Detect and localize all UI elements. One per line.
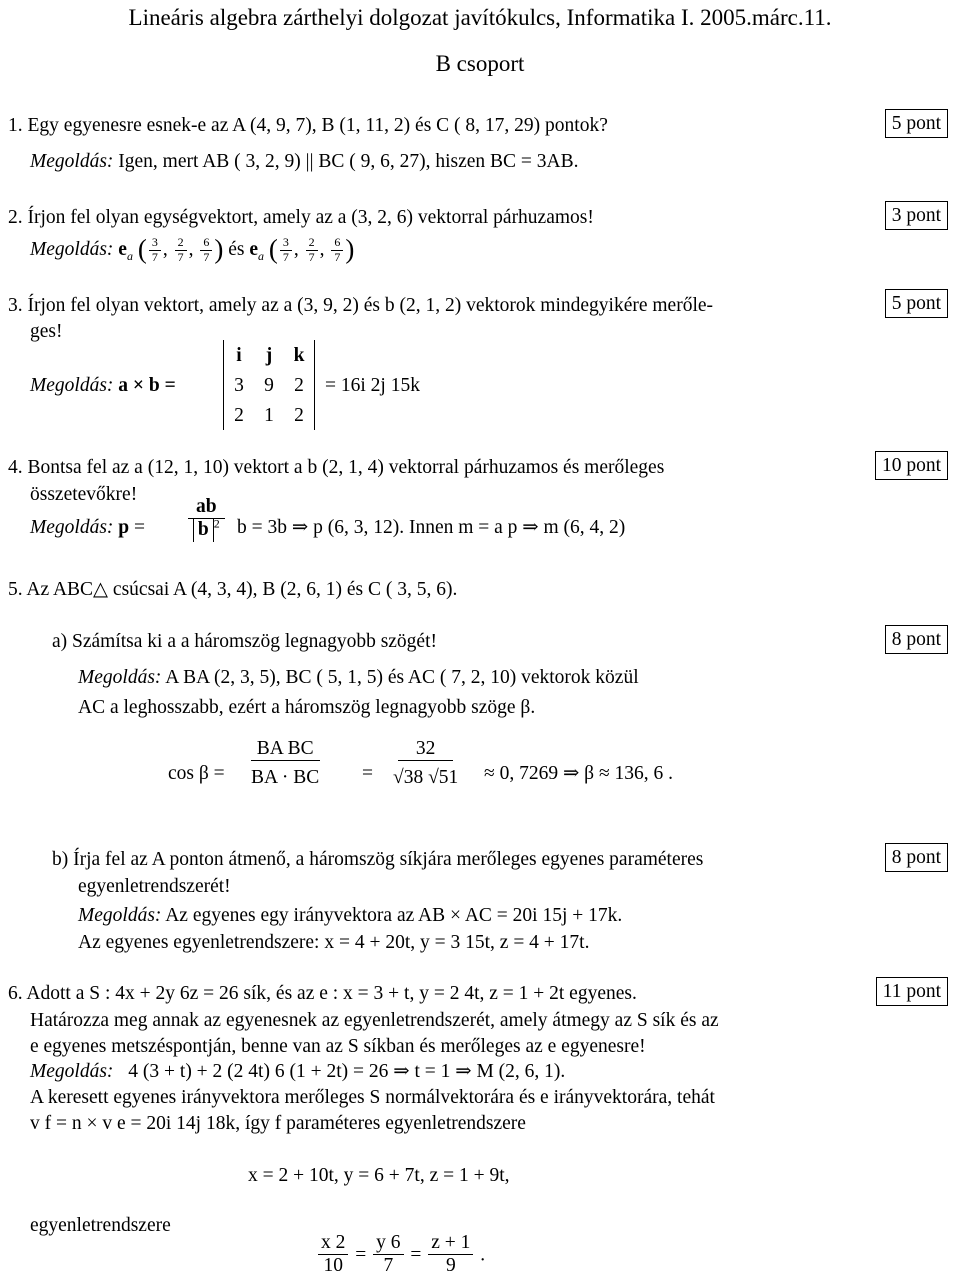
det-cell: 2 bbox=[234, 404, 244, 426]
problem-6-question-line2: Határozza meg annak az egyenesnek az egyenletrendszerét, amely átmegy az S sík és az bbox=[30, 1010, 719, 1031]
page-title: Lineáris algebra zárthelyi dolgozat javítókulcs, Informatika I. 2005.márc.11. bbox=[128, 5, 832, 30]
problem-3-question-line2: ges! bbox=[30, 321, 63, 342]
problem-2-question: 2. Írjon fel olyan egységvektort, amely az a (3, 2, 6) vektorral párhuzamos! bbox=[8, 207, 594, 228]
problem-4-points: 10 pont bbox=[875, 451, 948, 480]
unit-vector-e: e bbox=[118, 239, 127, 260]
problem-3-solution-left bbox=[30, 372, 176, 399]
equations-label: egyenletrendszere bbox=[30, 1215, 171, 1236]
problem-6-question-line3: e egyenes metszéspontján, benne van az S síkban és merőleges az e egyenesre! bbox=[30, 1036, 646, 1057]
problem-1-question: 1. Egy egyenesre esnek-e az A (4, 9, 7), B (1, 11, 2) és C ( 8, 17, 29) pontok? bbox=[8, 115, 608, 136]
problem-5a-solution-text: A BA (2, 3, 5), BC ( 5, 1, 5) és AC ( 7, 2, 10) vektorok közül bbox=[165, 667, 639, 688]
problem-6-question-line1: 6. Adott a S : 4x + 2y 6z = 26 sík, és az e : x = 3 + t, y = 2 4t, z = 1 + 2t egyenes. bbox=[8, 983, 637, 1004]
det-cell: 2 bbox=[294, 374, 304, 396]
canonical-x-denominator: 10 bbox=[323, 1255, 343, 1277]
solution-label: Megoldás: bbox=[30, 239, 114, 260]
cos-beta-fraction bbox=[246, 738, 324, 790]
problem-5a-points: 8 pont bbox=[885, 625, 948, 654]
det-cell: 9 bbox=[264, 374, 274, 396]
problem-1-points: 5 pont bbox=[885, 109, 948, 138]
solution-label: Megoldás: bbox=[78, 905, 162, 926]
det-cell: i bbox=[236, 344, 242, 366]
problem-5a-solution-line2: AC a leghosszabb, ezért a háromszög legnagyobb szöge β. bbox=[78, 697, 536, 718]
canonical-y-denominator: 7 bbox=[383, 1255, 394, 1277]
det-cell: 2 bbox=[294, 404, 304, 426]
problem-5a-solution-line1 bbox=[78, 664, 639, 691]
cos-value-fraction bbox=[388, 738, 463, 790]
solution-label: Megoldás: bbox=[30, 375, 114, 396]
parametric-equations: x = 2 + 10t, y = 6 + 7t, z = 1 + 9t, bbox=[248, 1165, 510, 1186]
fraction-numerator: ab bbox=[188, 496, 225, 519]
problem-6-solution-text: 4 (3 + t) + 2 (2 4t) 6 (1 + 2t) = 26 ⇒ t = 1 ⇒ M (2, 6, 1). bbox=[128, 1061, 566, 1082]
cos-numerator: BA BC bbox=[251, 738, 320, 761]
problem-6-solution-line3: v f = n × v e = 20i 14j 18k, így f paraméteres egyenletrendszere bbox=[30, 1113, 526, 1134]
cos-value-denominator: √38 √51 bbox=[393, 767, 459, 789]
problem-6-solution-line1 bbox=[30, 1058, 565, 1085]
problem-4-question-line2: összetevőkre! bbox=[30, 484, 138, 505]
problem-2-points: 3 pont bbox=[885, 201, 948, 230]
canonical-equations: $\frac{x 2}{10}$ = $\frac{y 6}{7}$ = $\frac{z + 1}{9}$ . bbox=[316, 1232, 485, 1278]
det-cell: k bbox=[293, 344, 305, 366]
problem-3-question-line1: 3. Írjon fel olyan vektort, amely az a (3, 9, 2) és b (2, 1, 2) vektorok mindegyikére merőle- bbox=[8, 295, 714, 316]
problem-4-solution-rest: b = 3b ⇒ p (6, 3, 12). Innen m = a p ⇒ m (6, 4, 2) bbox=[237, 517, 626, 538]
problem-1-solution-text: Igen, mert AB ( 3, 2, 9) || BC ( 9, 6, 27), hiszen BC = 3AB. bbox=[118, 151, 579, 172]
cos-value-numerator: 32 bbox=[398, 738, 454, 761]
problem-5b-question-line1: b) Írja fel az A ponton átmenő, a háromszög síkjára merőleges egyenes paraméteres bbox=[52, 849, 704, 870]
problem-4-solution-label: Megoldás: p = bbox=[30, 517, 146, 538]
solution-label: Megoldás: bbox=[30, 1061, 114, 1082]
problem-3-solution-right: = 16i 2j 15k bbox=[325, 375, 420, 396]
problem-5b-solution-line1 bbox=[78, 902, 622, 929]
solution-label: Megoldás: bbox=[30, 517, 114, 538]
problem-2-solution: Megoldás: $e_a$ ( $\frac{3}{7}$ , $\frac{2}{7}$ , $\frac{6}{7}$ ) és $e_a$ ( $\frac{3}{7}$ , $\frac{2}{7}$ , $\frac{6}{7}$ ) bbox=[30, 234, 355, 265]
fraction-denominator: b bbox=[193, 519, 214, 541]
problem-5b-question-line2: egyenletrendszerét! bbox=[78, 876, 231, 897]
projection-fraction: $\frac{ab}{b ^2}$ bbox=[186, 496, 227, 542]
problem-2-and: és bbox=[228, 239, 245, 260]
canonical-x-numerator: x 2 bbox=[318, 1232, 348, 1255]
det-cell: 3 bbox=[234, 374, 244, 396]
canonical-y-numerator: y 6 bbox=[373, 1232, 403, 1255]
canonical-z-denominator: 9 bbox=[445, 1255, 456, 1277]
canonical-z-numerator: z + 1 bbox=[428, 1232, 473, 1255]
problem-6-solution-line2: A keresett egyenes irányvektora merőleges S normálvektorára és e irányvektorára, tehát bbox=[30, 1087, 715, 1108]
cos-beta-left: cos β = bbox=[168, 763, 225, 784]
exam-page: Lineáris algebra zárthelyi dolgozat javítókulcs, Informatika I. 2005.márc.11. B csoport 1. Egy egyenesre esnek-e az A (4, 9, 7), B (1, 11, 2) és C ( 8, 17, 29) pontok? 5 pont Megoldás: Igen, mert AB ( 3, 2, 9) || BC ( 9, 6, 27), hiszen BC = 3AB. 2. Írjon fel olyan egységvektort, amely az a (3, 2, 6) vektorral párhuzamos! 3 pont Megoldás: $e_a$ ( $\frac{3}{7}$ , $\frac{2}{7}$ , $\frac{6}{7}$ ) és $e_a$ ( $\frac{3}{7}$ , $\frac{2}{7}$ , $\frac{6}{7}$ ) 3. Írjon fel olyan vektort, amely az a (3, 9, 2) és b (2, 1, 2) vektorok mindegyikére merőle- 5 pont ges! Megoldás: a × b = i j k 3 9 2 2 1 2 = 16i 2j 15k 4. Bontsa fel az a (12, 1, 10) vektort a b (2, 1, 4) vektorral párhuzamos és merőleges 10 pont összetevőkre! Megoldás: p = $\frac{ab}{b ^2}$ b = 3b ⇒ p (6, 3, 12). Innen m = a p ⇒ m (6, 4, 2) 5. Az ABC△ csúcsai A (4, 3, 4), B (2, 6, 1) és C ( 3, 5, 6). a) Számítsa ki a a háromszög legnagyobb szögét! 8 pont Megoldás: A BA (2, 3, 5), BC ( 5, 1, 5) és AC ( 7, 2, 10) vektorok közül AC a leghosszabb, ezért a háromszög legnagyobb szöge β. cos β = $\frac{\text{BA BC}}{BA \cdot BC}$ = $\frac{32}{√38 √51}$ ≈ 0, 7269 ⇒ β ≈ 136, 6 . b) Írja fel az A ponton átmenő, a háromszög síkjára merőleges egyenes paraméteres 8 pont egyenletrendszerét! Megoldás: Az egyenes egy irányvektora az AB × AC = 20i 15j + 17k. Az egyenes egyenletrendszere: x = 4 + 20t, y = 3 15t, z = 4 + 17t. 6. Adott a S : 4x + 2y 6z = 26 sík, és az e : x = 3 + t, y = 2 4t, z = 1 + 2t egyenes. 11 pont Határozza meg annak az egyenesnek az egyenletrendszerét, amely átmegy az S sík és az e egyenes metszéspontján, benne van az S síkban és merőleges az e egyenesre! Megoldás: 4 (3 + t) + 2 (2 4t) 6 (1 + 2t) = 26 ⇒ t = 1 ⇒ M (2, 6, 1). A keresett egyenes irányvektora merőleges S normálvektorára és e irányvektorára, tehát v f = n × v e = 20i 14j 18k, így f paraméteres egyenletrendszere x = 2 + 10t, y = 6 + 7t, z = 1 + 9t, egyenletrendszere $\frac{x 2}{10}$ = $\frac{y 6}{7}$ = $\frac{z + 1}{9}$ . bbox=[0, 0, 960, 1282]
problem-5-question: 5. Az ABC△ csúcsai A (4, 3, 4), B (2, 6, 1) és C ( 3, 5, 6). bbox=[8, 579, 458, 600]
solution-label: Megoldás: bbox=[30, 151, 114, 172]
det-cell: j bbox=[265, 344, 273, 366]
cross-product-label: a × b = bbox=[118, 375, 176, 396]
problem-5b-solution-line2: Az egyenes egyenletrendszere: x = 4 + 20t, y = 3 15t, z = 4 + 17t. bbox=[78, 932, 590, 953]
cos-beta-result: ≈ 0, 7269 ⇒ β ≈ 136, 6 . bbox=[484, 763, 674, 784]
cos-denominator: BA · BC bbox=[251, 767, 320, 789]
group-title: B csoport bbox=[435, 51, 525, 76]
determinant bbox=[223, 340, 315, 430]
problem-3-points: 5 pont bbox=[885, 289, 948, 318]
problem-6-points: 11 pont bbox=[876, 977, 948, 1006]
problem-5b-solution-text: Az egyenes egy irányvektora az AB × AC = 20i 15j + 17k. bbox=[165, 905, 623, 926]
problem-5b-points: 8 pont bbox=[885, 843, 948, 872]
problem-1-solution bbox=[30, 148, 579, 175]
problem-4-question-line1: 4. Bontsa fel az a (12, 1, 10) vektort a b (2, 1, 4) vektorral párhuzamos és merőleges bbox=[8, 457, 665, 478]
problem-5a-question: a) Számítsa ki a a háromszög legnagyobb szögét! bbox=[52, 631, 438, 652]
det-cell: 1 bbox=[264, 404, 274, 426]
solution-label: Megoldás: bbox=[78, 667, 162, 688]
